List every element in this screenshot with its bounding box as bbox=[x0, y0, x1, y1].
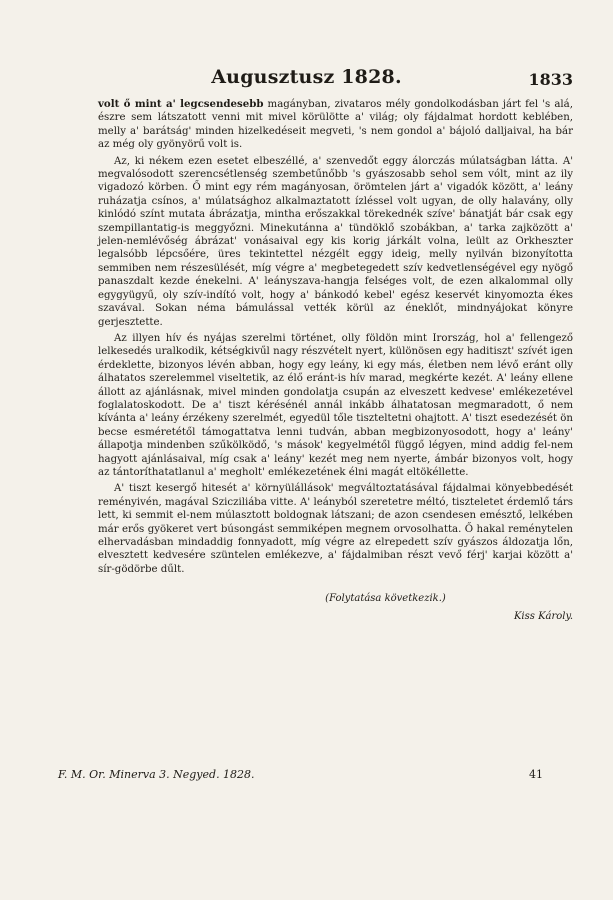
page-number: 1833 bbox=[528, 70, 573, 89]
journal-footer: F. M. Or. Minerva 3. Negyed. 1828. bbox=[58, 768, 255, 781]
paragraph-3: Az illyen hív és nyájas szerelmi történet, olly földön mint Irország, hol a' fellengező lelkesedés uralkodik, kétségkivűl nagy részvételt nyert, különösen egy haditiszt' szívét igen érdeklette, bizonyos lévén abban, hogy egy leány, ki egy más, életben nem lévő eránt olly álhatatos szerelemmel viseltetik, az élő eránt-is hív marad, megkérte kezét. A' leány ellene állott az ajánlásnak, mivel minden gondolatja csupán az elveszett kedvese' emlékezetével foglalatoskodott. De a' tiszt kérésénél annál inkább álhatatosan megmaradott, ő nem kívánta a' leány érzékeny szerelmét, egyedül tőle tiszteltetni ohajtott. A' tiszt esedezését ön becse esméretétől támogattatva lenni tudván, abban megbizonyosodott, hogy a' leány' állapotja mindenben szűkölködő, 's mások' kegyelmétől függő légyen, mind addig fel-nem hagyott ajánlásaival, míg csak a' leány' kezét meg nem nyerte, ámbár bizonyos volt, hogy az tántoríthatatlanul a' megholt' emlékezetének élni magát eltökéllette. bbox=[98, 332, 573, 478]
author-signature: Kiss Károly. bbox=[513, 610, 573, 622]
paragraph-lead-text: volt ő mint a' legcsendesebb bbox=[98, 98, 264, 110]
sheet-number: 41 bbox=[529, 768, 543, 781]
page-title: Augusztusz 1828. bbox=[211, 66, 402, 88]
paragraph-text: magányban, zivataros mély gondolkodásban járt fel 's alá, észre sem látszatott venni mit mivel körülötte a' világ; oly fájdalmat hordott keblében, melly a' barátság' minden hizelkedéseit megveti, 's nem gondol a' bájoló dalljaival, ha bár az még oly gyönyörű volt is. bbox=[98, 99, 573, 151]
continuation-note: (Folytatása következik.) bbox=[325, 593, 446, 605]
paragraph-1 bbox=[98, 98, 573, 152]
article-body bbox=[98, 98, 573, 623]
paragraph-2: Az, ki nékem ezen esetet elbeszéllé, a' szenvedőt eggy álorczás múlatságban látta. A' megvalósodott szerencsétlenség szembetűnőbb 's gyászosabb sehol sem vólt, mint az ily vigadozó körben. Ő mint egy rém magányosan, örömtelen járt a' vigadók között, a' leány ruházatja csínos, a' múlatsághoz alkalmaztatott ízléssel volt ugyan, de olly halavány, olly kinlódó színt mutata ábrázatja, mintha erőszakkal törekednék szíve' bánatját bár csak egy szempillantatig-is meggyőzni. Minekutánna a' tündöklő szobákban, a' tarka zajközött a' jelen-nemlévőség ábrázat' vonásaival egy kis korig járkált volna, leült az Orkheszter legalsóbb lépcsőére, üres tekintettel nézgélt eggy ideig, melly nyilván bizonyította semmiben nem részesülését, míg végre a' megbetegedett szív kedvetlenségével egy nyögő panaszdalt kezde énekelni. A' leányszava-hangja felséges volt, de ezen alkalommal olly egygyügyű, oly szív-indító volt, hogy a' bánkodó kebel' egész keservét kinyomozta ékes szavával. Sokan néma bámulással vették körül az éneklőt, mindnyájokat könyre gerjesztette. bbox=[98, 155, 573, 328]
paragraph-4: A' tiszt kesergő hitesét a' környülállások' megváltoztatásával fájdalmai könyebbedését reményivén, magával Szicziliába vitte. A' leányból szeretetre méltó, tiszteletet érdemlő társ lett, ki semmit el-nem múlasztott boldognak látszani; de azon csendesen emésztő, lelkében már erős gyökeret vert búsongást semmiképen megnem orvosolhatta. Ő hakal reménytelen elhervadásban mindaddig fonnyadott, míg végre az elrepedett szív gyászos áldozatja lőn, elvesztett kedvesére szüntelen emlékezve, a' fájdalmiban részt vevő férj' karjai között a' sír-gödörbe dűlt. bbox=[98, 483, 573, 575]
